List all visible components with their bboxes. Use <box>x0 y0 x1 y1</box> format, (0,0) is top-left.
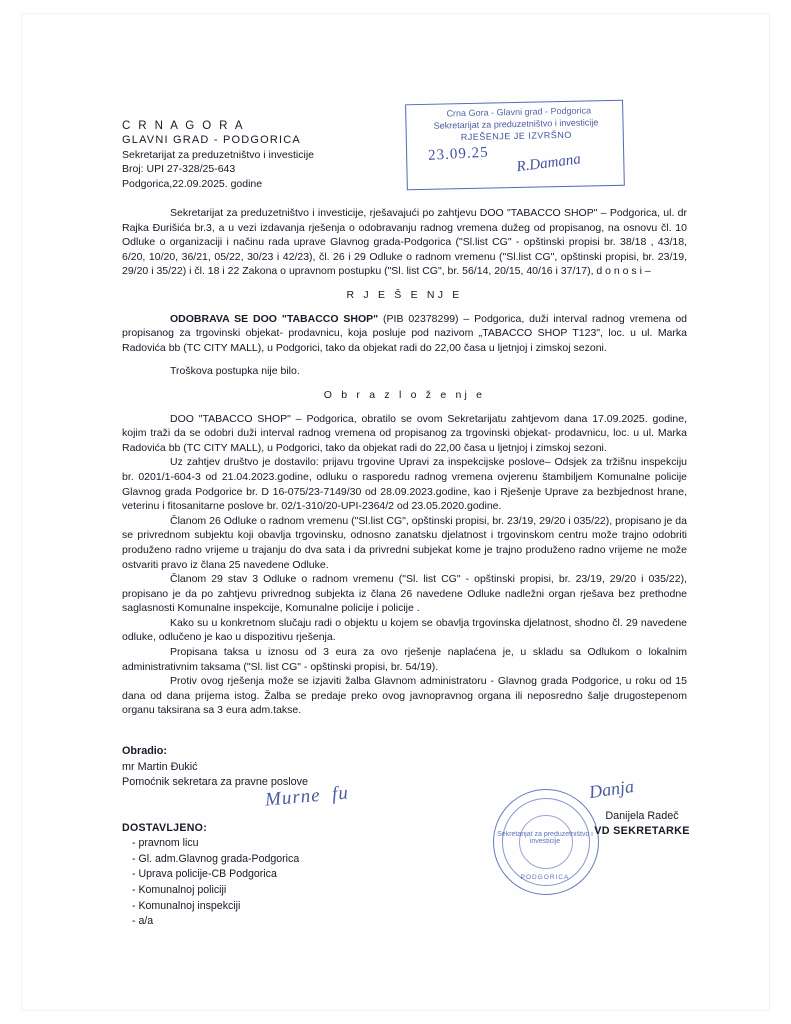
decision-title: R J E Š E NJ E <box>346 289 463 301</box>
letterhead-place-date: Podgorica,22.09.2025. godine <box>122 177 263 190</box>
list-item: - a/a <box>132 915 154 928</box>
intro-paragraph: Sekretarijat za preduzetništvo i investicije, rješavajući po zahtjevu DOO "TABACCO SHOP" – Podgorica, ul. dr Rajka Đurišića br.3, a u vezi izdavanja rješenja o odobravanju radnog vremena dužeg od propisanog, na osnovu čl. 10 Odluke o organizaciji i načinu rada uprave Glavnog grada-Podgorica ("Sl.list CG" - opštinski propisi br. 38/18 , 43/18, 6/20, 10/20, 36/21, 05/22, 30/23 i 42/23), čl. 26 i 29 Odluke o radnom vremenu ("Sl.list CG", opštinski propisi, br. 23/19, 29/20 i 35/22) i čl. 18 i 22 Zakona o upravnom postupku ("Sl. list CG", br. 56/14, 20/15, 40/16 i 37/17), d o n o s i – <box>122 207 687 278</box>
list-item: - Uprava policije-CB Podgorica <box>132 868 277 881</box>
letterhead-country: C R N A G O R A <box>122 120 245 132</box>
list-item: - Komunalnoj policiji <box>132 883 227 896</box>
reasoning-paragraph-4: Članom 29 stav 3 Odluke o radnom vremenu ("Sl. list CG" - opštinski propisi, br. 23/19, 29/20 i 035/22), propisano je da po zahtjevu privrednog subjekta iz člana 26 navedene Odluke nadležni organ rješava bez prethodne saglasnosti Komunalne inspekcije, Komunalne policije i policije . <box>122 573 687 615</box>
prepared-by-signature-icon: Murne fu <box>264 782 350 811</box>
decision-rest: (PIB 02378299) – Podgorica, duži interval radnog vremena od propisanog za trgovinski objekat- prodavnicu, koja posluje pod nazivom „TABACCO SHOP T123", loc. u ul. Marka Radovića bb (TC CITY MALL), u Podgorici, tako da objekat radi do 22,00 časa u ljetnjoj i zimskoj sezoni. <box>122 312 688 354</box>
stamp-line-3: RJEŠENJE JE IZVRŠNO <box>460 129 572 143</box>
stamp-signature-icon: R.Damana <box>515 151 582 176</box>
signatory-name: Danijela Radeč <box>605 810 679 822</box>
reasoning-paragraph-5: Kako su u konkretnom slučaju radi o objektu u kojem se obavlja trgovinska djelatnost, shodno čl. 29 navedene odluke, odlučeno je kao u dispozitivu rješenja. <box>122 616 687 644</box>
reasoning-paragraph-3: Članom 26 Odluke o radnom vremenu ("Sl.list CG", opštinski propisi, br. 23/19, 29/20 i 035/22), propisano je da se privrednom subjektu koji obavlja trgovinsku, odnosno zanatsku djelatnost i trgovinskom centru može trajno odobriti produženo radno vrijeme u trajanju do dva sata i da privredni subjekat kome je trajno produženo radno vrijeme ne može ostvariti pravo iz člana 25 navedene Odluke. <box>122 514 687 571</box>
decision-paragraph <box>122 312 687 356</box>
stamp-line-1: Crna Gora - Glavni grad - Podgorica <box>446 105 592 119</box>
signatory-signature-icon: Danja <box>587 775 636 803</box>
prepared-by-label: Obradio: <box>122 745 167 758</box>
prepared-by-name: mr Martin Đukić <box>122 760 198 773</box>
list-item: - Gl. adm.Glavnog grada-Podgorica <box>132 852 300 865</box>
letterhead-department: Sekretarijat za preduzetništvo i investicije <box>122 148 315 161</box>
reasoning-title: O b r a z l o ž e nj e <box>323 388 486 401</box>
seal-inner-text: Sekretarijat za preduzetništvo i investicije <box>497 831 593 845</box>
decision-lead: ODOBRAVA SE DOO "TABACCO SHOP" <box>170 312 379 325</box>
letterhead-city: GLAVNI GRAD - PODGORICA <box>122 134 301 147</box>
delivery-list <box>122 836 687 930</box>
signatory-block <box>562 809 722 838</box>
reasoning-paragraph-7: Protiv ovog rješenja može se izjaviti žalba Glavnom administratoru - Glavnog grada Podgorice, u roku od 15 dana od dana prijema istog. Žalba se predaje preko ovog javnopravnog organa ili neposredno šalje drugostepenom organu taksirana sa 3 eura adm.takse. <box>122 675 687 717</box>
stamp-line-2: Sekretarijat za preduzetništvo i investicije <box>433 117 599 131</box>
reasoning-paragraph-6: Propisana taksa u iznosu od 3 eura za ovo rješenje naplaćena je, u skladu sa Odlukom o lokalnim administrativnim taksama ("Sl. list CG" - opštinski propisi, br. 54/19). <box>122 646 687 673</box>
delivery-title: DOSTAVLJENO: <box>122 821 208 834</box>
list-item: - pravnom licu <box>132 837 199 850</box>
letterhead-number: Broj: UPI 27-328/25-643 <box>122 163 236 176</box>
official-seal <box>493 789 601 897</box>
letterhead <box>122 119 687 191</box>
seal-bottom-text: PODGORICA <box>520 874 570 881</box>
reasoning-paragraph-2: Uz zahtjev društvo je dostavilo: prijavu trgovine Upravi za inspekcijske poslove– Odsjek za tržišnu inspekciju br. 0201/1-604-3 od 21.04.2023.godine, odluku o rasporedu radnog vremena ovjerenu štambiljem Komunalne policije Glavnog grada Podgorice br. D 16-075/23-7149/30 od 28.09.2023.godine, kao i Rješenje Uprave za bezbjednost hrane, veterinu i fitosanitarne poslove br. 02/1-310/20-UPI-2364/2 od 23.05.2020.godine. <box>122 456 687 513</box>
stamp-date: 23.09.25 <box>427 144 490 164</box>
document-sheet <box>22 14 769 1010</box>
reasoning-paragraph-1: DOO "TABACCO SHOP" – Podgorica, obratilo se ovom Sekretarijatu zahtjevom dana 17.09.2025. godine, kojim traži da se odobri duži interval radnog vremena od propisanog za trgovinski objekat- prodavnicu, loc. u ul. Marka Radovića bb (TC CITY MALL), u Podgorici, tako da objekat radi do 22,00 časa u ljetnjoj i zimskoj sezoni. <box>122 412 687 454</box>
signatory-role: VD SEKRETARKE <box>594 824 690 837</box>
list-item: - Komunalnoj inspekciji <box>132 899 241 912</box>
costs-paragraph: Troškova postupka nije bilo. <box>170 365 300 378</box>
prepared-by-role: Pomoćnik sekretara za pravne poslove <box>122 776 309 789</box>
